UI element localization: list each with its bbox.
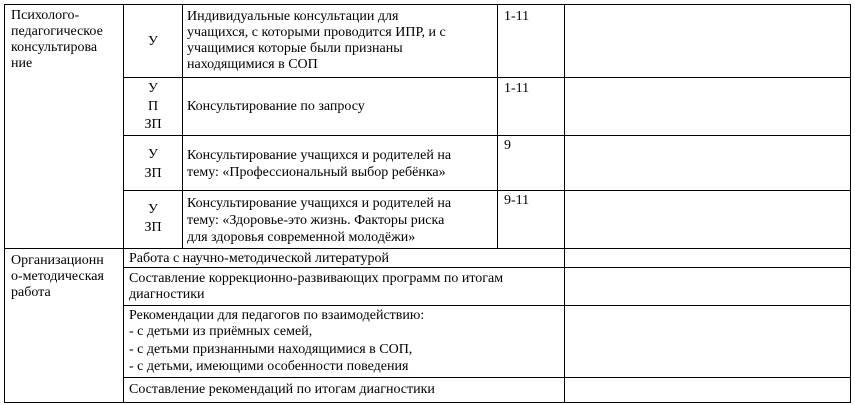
participant-code: У xyxy=(148,34,158,49)
col-divider xyxy=(182,4,183,249)
row-divider xyxy=(123,305,851,306)
grade-range: 9-11 xyxy=(504,193,530,208)
grade-range: 1-11 xyxy=(504,81,530,96)
table-border-bottom xyxy=(4,402,851,403)
section-title-line: консультирова xyxy=(11,40,98,55)
row-divider xyxy=(123,77,851,78)
grade-range: 9 xyxy=(504,138,511,153)
section-title-line: Психолого- xyxy=(11,8,80,23)
participant-code: У xyxy=(148,81,158,96)
activity-line: для здоровья современной молодёжи» xyxy=(187,230,416,245)
table-border-right xyxy=(850,4,851,403)
activity-line: учащихся, с которыми проводится ИПР, и с xyxy=(187,25,446,40)
row-divider xyxy=(123,377,851,378)
row-divider xyxy=(123,267,851,268)
section-divider xyxy=(4,248,851,249)
table-border-left xyxy=(4,4,5,403)
activity-line: Консультирование учащихся и родителей на xyxy=(187,148,452,163)
activity-line: - с детьми признанными находящимися в СОП, xyxy=(129,342,413,357)
activity-line: Консультирование по запросу xyxy=(187,99,365,114)
activity-line: тему: «Профессиональный выбор ребёнка» xyxy=(187,165,446,180)
row-divider xyxy=(123,135,851,136)
activity-line: находящимися в СОП xyxy=(187,57,318,72)
participant-code: У xyxy=(148,147,158,162)
activity-line: Индивидуальные консультации для xyxy=(187,9,399,24)
section-title-line: педагогическое xyxy=(11,24,103,39)
activity-line: тему: «Здоровье-это жизнь. Факторы риска xyxy=(187,213,445,228)
activity-line: Работа с научно-методической литературой xyxy=(129,251,390,266)
section-title-line: работа xyxy=(11,285,51,300)
activity-line: Составление рекомендаций по итогам диагностики xyxy=(129,382,435,397)
activity-line: Консультирование учащихся и родителей на xyxy=(187,196,452,211)
activity-line: Рекомендации для педагогов по взаимодействию: xyxy=(129,308,425,323)
section-title-line: Организационн xyxy=(11,253,104,268)
row-divider xyxy=(123,190,851,191)
table-border-top xyxy=(4,4,851,5)
activity-line: - с детьми, имеющими особенности поведения xyxy=(129,359,409,374)
section-title-line: ние xyxy=(11,56,33,71)
participant-code: ЗП xyxy=(144,220,162,235)
activity-line: учащимися которые были признаны xyxy=(187,41,403,56)
activity-line: диагностики xyxy=(129,287,205,302)
col-divider xyxy=(564,4,565,403)
grade-range: 1-11 xyxy=(504,9,530,24)
col-divider xyxy=(497,4,498,249)
activity-line: Составление коррекционно-развивающих программ по итогам xyxy=(129,271,504,286)
activity-line: - с детьми из приёмных семей, xyxy=(129,324,313,339)
participant-code: У xyxy=(148,202,158,217)
participant-code: ЗП xyxy=(144,117,162,132)
participant-code: ЗП xyxy=(144,166,162,181)
section-title-line: о-методическая xyxy=(11,269,104,284)
participant-code: П xyxy=(147,99,159,114)
